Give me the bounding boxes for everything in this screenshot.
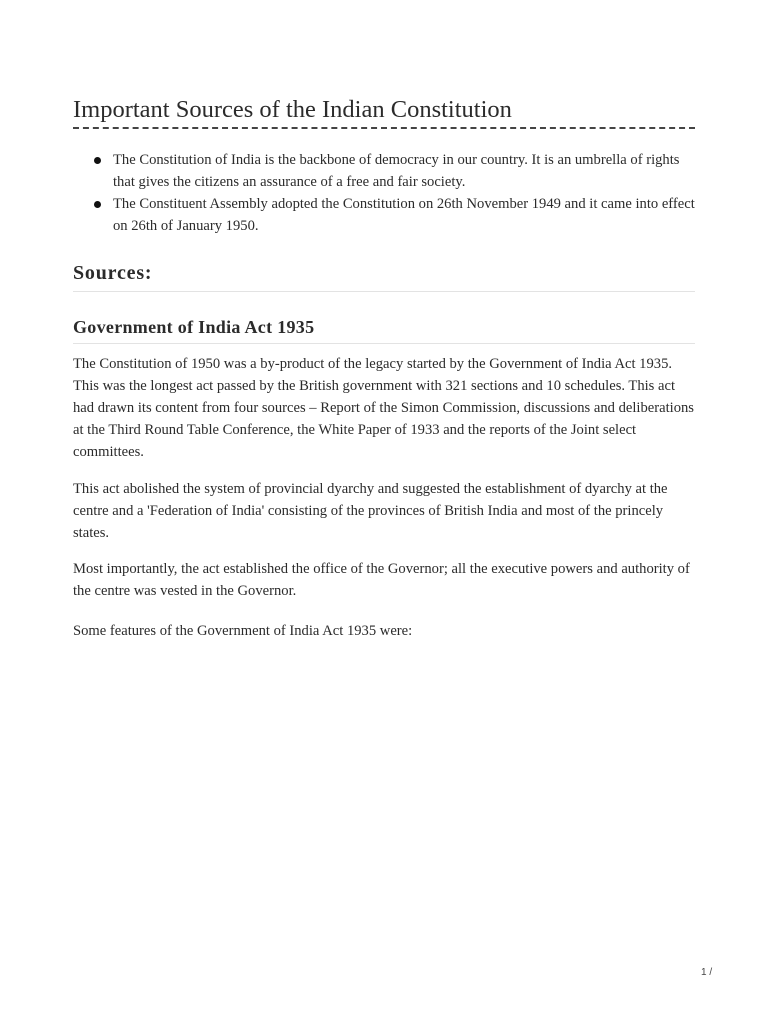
bullet-dot-icon	[94, 201, 101, 208]
government-of-india-act-heading: Government of India Act 1935	[73, 317, 315, 337]
title-dashed-underline	[73, 127, 695, 129]
bullet-dot-icon	[94, 157, 101, 164]
sources-heading: Sources:	[73, 262, 153, 284]
page-number: 1 /	[701, 967, 713, 978]
bullet-item	[73, 193, 695, 237]
body-paragraph: The Constitution of 1950 was a by-product of the legacy started by the Government of India Act 1935. This was the longest act passed by the British government with 321 sections and 10 schedules. This act had drawn its content from four sources – Report of the Simon Commission, discussions and deliberations at the Third Round Table Conference, the White Paper of 1933 and the reports of the Joint select committees.	[73, 356, 694, 460]
bullet-text: The Constitution of India is the backbone of democracy in our country. It is an umbrella of rights that gives the citizens an assurance of a free and fair society.	[113, 152, 680, 190]
body-paragraph: Some features of the Government of India Act 1935 were:	[73, 623, 413, 639]
document-title: Important Sources of the Indian Constitution	[73, 96, 512, 123]
body-paragraph: This act abolished the system of provincial dyarchy and suggested the establishment of dyarchy at the centre and a 'Federation of India' consisting of the provinces of British India and most of the princely states.	[73, 481, 668, 541]
section-divider	[73, 291, 695, 292]
bullet-text: The Constituent Assembly adopted the Constitution on 26th November 1949 and it came into effect on 26th of January 1950.	[113, 196, 695, 234]
body-paragraph: Most importantly, the act established the office of the Governor; all the executive powers and authority of the centre was vested in the Governor.	[73, 561, 690, 599]
section-divider	[73, 343, 695, 344]
intro-bullet-list	[73, 149, 695, 237]
bullet-item	[73, 149, 695, 193]
